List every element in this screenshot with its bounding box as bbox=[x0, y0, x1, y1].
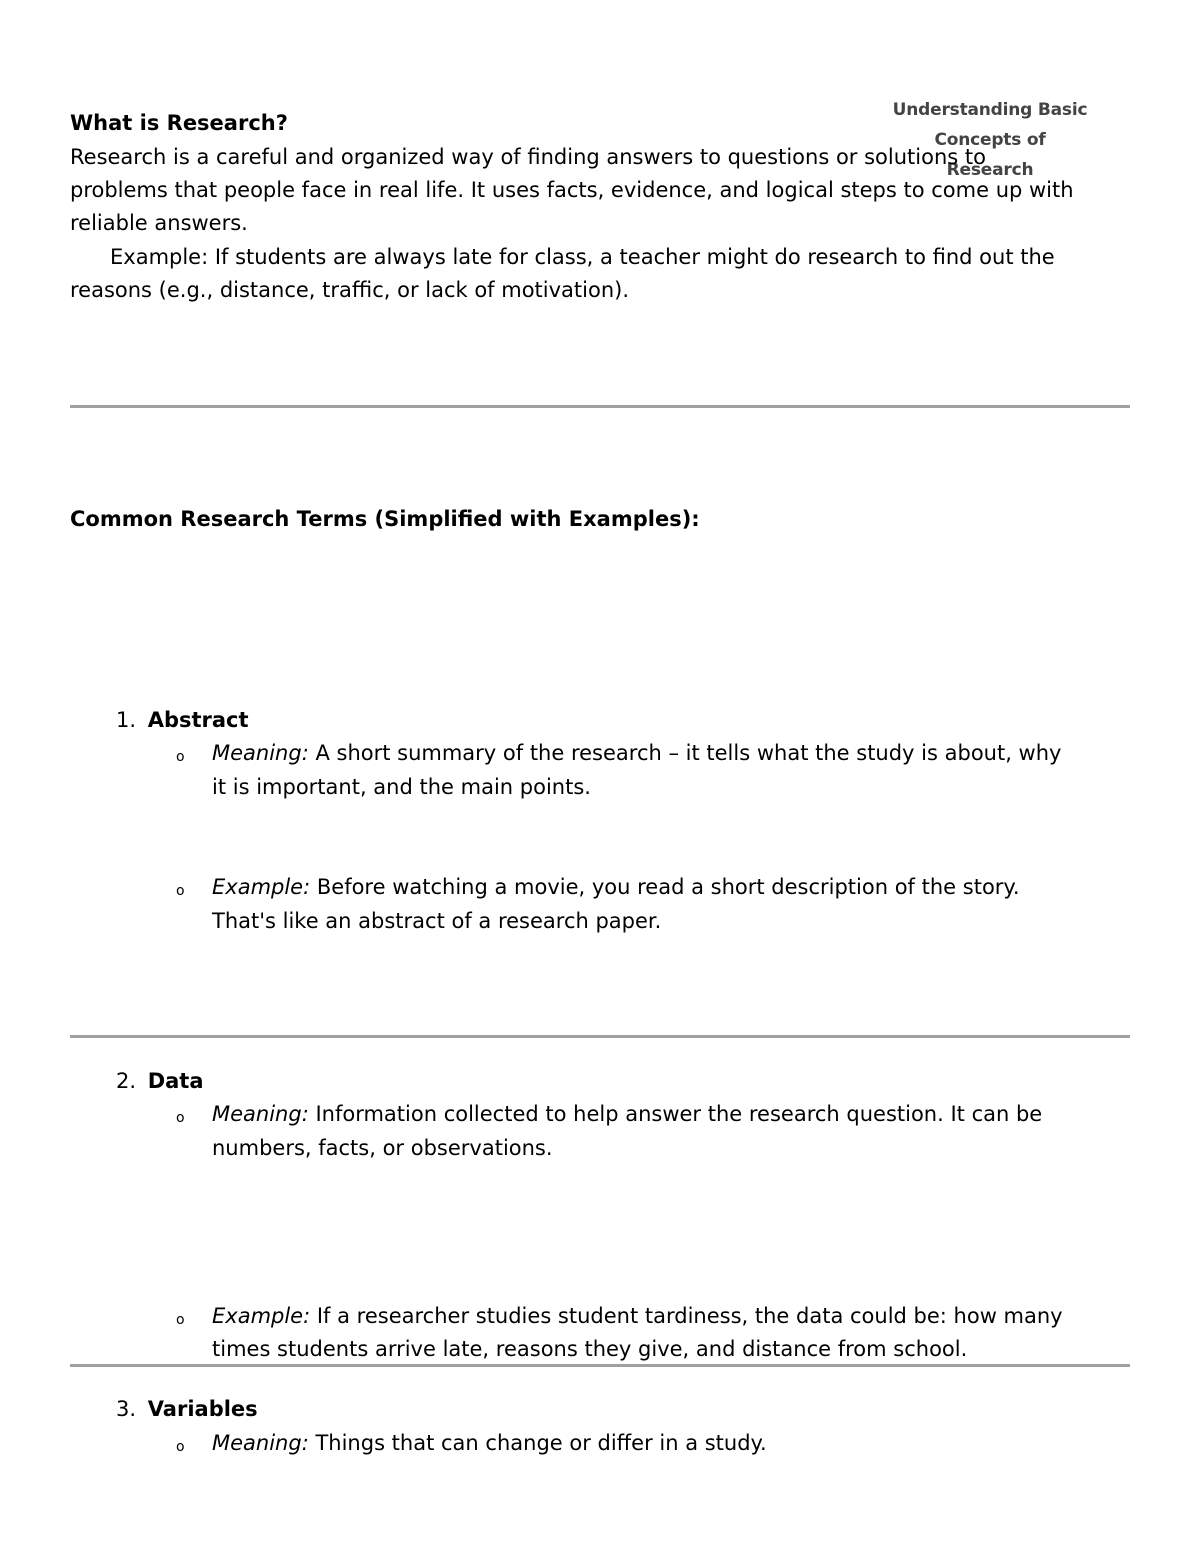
intro-heading: What is Research? bbox=[70, 111, 288, 135]
example-label: Example: bbox=[212, 1304, 311, 1328]
bullet-icon: o bbox=[176, 883, 185, 899]
intro-line-1: Research is a careful and organized way of finding answers to questions or solutions to bbox=[70, 145, 986, 169]
term-2-number: 2. bbox=[115, 1069, 136, 1093]
header-title-line-1: Understanding Basic bbox=[892, 100, 1088, 120]
bullet-icon: o bbox=[176, 1110, 185, 1126]
term-3-meaning bbox=[212, 1426, 1132, 1460]
bullet-icon: o bbox=[176, 1312, 185, 1328]
term-2-meaning bbox=[212, 1097, 1132, 1131]
intro-example-line-1: Example: If students are always late for class, a teacher might do research to find out the bbox=[110, 245, 1055, 269]
term-2-title bbox=[100, 1064, 204, 1098]
example-label: Example: bbox=[212, 875, 311, 899]
term-1-example bbox=[212, 870, 1132, 904]
section-divider bbox=[70, 405, 1130, 408]
bullet-icon: o bbox=[176, 1439, 185, 1455]
term-1-meaning bbox=[212, 736, 1132, 770]
term-3-name: Variables bbox=[147, 1397, 258, 1421]
term-1-meaning-line-1: A short summary of the research – it tells what the study is about, why bbox=[308, 741, 1062, 765]
meaning-label: Meaning: bbox=[212, 1102, 309, 1126]
term-2-example-line-2: times students arrive late, reasons they give, and distance from school. bbox=[212, 1337, 968, 1361]
terms-heading: Common Research Terms (Simplified with Examples): bbox=[70, 507, 700, 531]
intro-line-2: problems that people face in real life. It uses facts, evidence, and logical steps to come up with bbox=[70, 178, 1074, 202]
term-2-example bbox=[212, 1299, 1132, 1333]
section-divider bbox=[70, 1035, 1130, 1038]
intro-line-3: reliable answers. bbox=[70, 211, 248, 235]
term-1-meaning-line-2: it is important, and the main points. bbox=[212, 775, 591, 799]
term-3-title bbox=[100, 1392, 258, 1426]
term-2-meaning-line-2: numbers, facts, or observations. bbox=[212, 1136, 553, 1160]
term-3-number: 3. bbox=[115, 1397, 136, 1421]
term-1-example-line-2: That's like an abstract of a research paper. bbox=[212, 909, 662, 933]
term-2-meaning-line-1: Information collected to help answer the research question. It can be bbox=[308, 1102, 1043, 1126]
section-divider bbox=[70, 1364, 1130, 1367]
term-2-name: Data bbox=[147, 1069, 204, 1093]
term-1-name: Abstract bbox=[147, 708, 249, 732]
term-1-title bbox=[100, 703, 249, 737]
intro-example-line-2: reasons (e.g., distance, traffic, or lack of motivation). bbox=[70, 278, 630, 302]
meaning-label: Meaning: bbox=[212, 1431, 309, 1455]
bullet-icon: o bbox=[176, 749, 185, 765]
term-1-example-line-1: Before watching a movie, you read a short description of the story. bbox=[310, 875, 1020, 899]
header-title-line-2: Concepts of Research bbox=[934, 130, 1046, 180]
meaning-label: Meaning: bbox=[212, 741, 309, 765]
term-1-number: 1. bbox=[115, 708, 136, 732]
term-2-example-line-1: If a researcher studies student tardiness, the data could be: how many bbox=[310, 1304, 1063, 1328]
term-3-meaning-line-1: Things that can change or differ in a study. bbox=[308, 1431, 767, 1455]
